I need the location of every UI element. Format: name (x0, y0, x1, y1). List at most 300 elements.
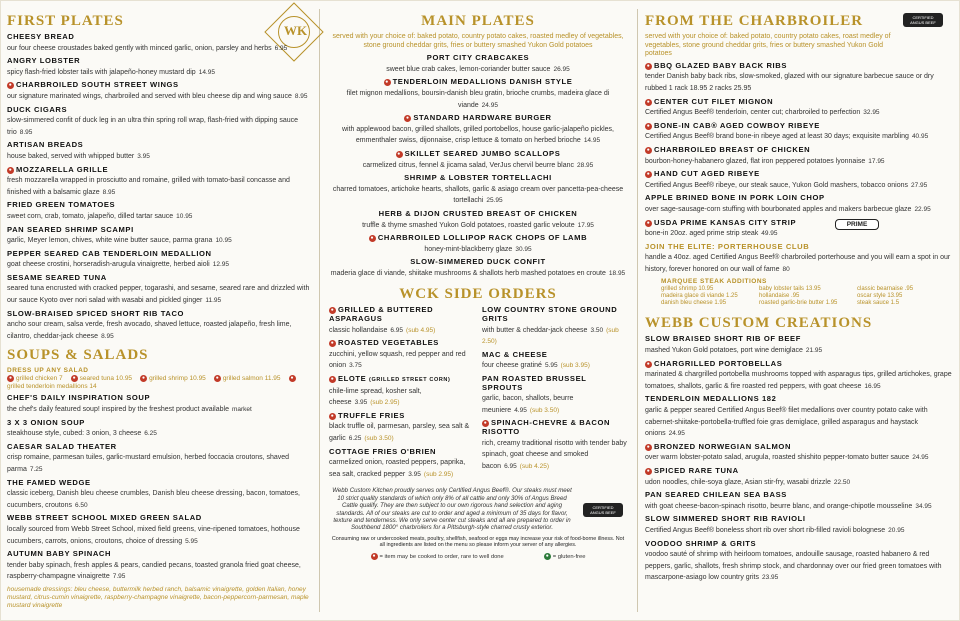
item-name (645, 146, 955, 155)
item-price: 8.95 (102, 188, 116, 196)
item-description: maderia glace di viande, shiitake mushrooms & shallots herb mashed potatoes en croute (330, 269, 606, 277)
item-price: 6.95 (390, 326, 404, 334)
item-sub-price: (sub 3.50) (364, 435, 394, 442)
item-name (645, 219, 955, 228)
item-name (7, 106, 313, 115)
item-description: Certified Angus Beef® brand bone-in ribeye aged at least 30 days; exquisite marbling (645, 133, 909, 141)
item-name-text: CHEF'S DAILY INSPIRATION SOUP (7, 393, 151, 403)
menu-item (645, 395, 955, 438)
main-plates-list (329, 54, 627, 278)
disclaimer: Consuming raw or undercooked meats, poultry, shellfish, seafood or eggs may increase your risk of food-borne illness. Not all ingredients are listed on the menu so please inform your server of any allergies. (331, 535, 625, 549)
cooked-to-order-icon: ● (72, 375, 76, 382)
dress-up-item (7, 375, 63, 382)
steak-addition: baby lobster tails 13.95 (759, 286, 821, 293)
cooked-to-order-icon: ● (646, 468, 651, 474)
item-description: slow-simmered confit of duck leg in an ultra thin spring roll wrap, flash-fried with dipping sauce trio (7, 117, 299, 136)
item-price: 3.95 (354, 399, 368, 407)
item-description: our signature marinated wings, charbroiled and served with bleu cheese dip and wing sauce (7, 92, 292, 100)
item-name (7, 274, 313, 283)
menu-item (7, 310, 313, 342)
charbroiler-list (645, 62, 955, 239)
middle-column (319, 1, 637, 620)
menu-item (645, 335, 955, 355)
cooked-to-order-icon: ● (646, 122, 651, 129)
cooked-to-order-icon: ● (8, 82, 13, 89)
item-name-text: CAESAR SALAD THEATER (7, 441, 117, 451)
dress-up-price: 14 (89, 383, 97, 391)
menu-item (645, 194, 955, 214)
section-title-charbroiler: FROM THE CHARBROILER (645, 13, 864, 29)
item-name-text: CHEESY BREAD (7, 32, 75, 41)
item-description: bone-in 20oz. aged prime strip steak (645, 230, 759, 238)
item-price: 6.95 (504, 462, 517, 470)
menu-item (645, 467, 955, 487)
menu-item (482, 306, 627, 346)
item-name (329, 448, 474, 457)
item-name (7, 166, 313, 175)
item-description: mashed Yukon Gold potatoes, port wine demiglace (645, 347, 803, 355)
item-description: over warm lobster-potato salad, arugula, roasted shishito pepper-tomato butter sauce (645, 454, 910, 462)
item-price: 11.95 (205, 297, 222, 305)
item-name-text: PEPPER SEARED CAB TENDERLOIN MEDALLION (7, 248, 212, 258)
item-price: 21.95 (805, 347, 823, 355)
webb-list (645, 335, 955, 582)
menu-item (329, 78, 627, 110)
item-description: zucchini, yellow squash, red pepper and red onion (329, 350, 466, 370)
item-price: 24.95 (481, 101, 498, 109)
item-name (482, 419, 627, 436)
cooked-to-order-icon: ● (483, 420, 488, 427)
dress-up-label: grilled salmon (222, 375, 263, 383)
right-column (637, 1, 960, 620)
menu-item (329, 54, 627, 74)
item-name (645, 170, 955, 179)
cooked-to-order-icon: ● (646, 146, 651, 153)
item-price: 10.95 (215, 237, 232, 245)
item-name-text: VOODOO SHRIMP & GRITS (645, 538, 757, 548)
dress-up-price: 10.95 (115, 375, 133, 383)
menu-item (7, 443, 313, 475)
cooked-to-order-icon: ● (385, 79, 389, 86)
item-description: udon noodles, chile-soya glaze, Asian stir-fry, wasabi drizzle (645, 478, 831, 486)
item-sub-price: (sub 4.95) (406, 326, 436, 334)
item-price: 49.95 (761, 230, 778, 238)
item-price: 14.95 (583, 137, 601, 145)
dress-up-label: grilled shrimp (149, 375, 188, 383)
item-name (7, 394, 313, 403)
item-name (482, 375, 627, 392)
item-name-text: TENDERLOIN MEDALLIONS DANISH STYLE (392, 77, 573, 87)
gluten-free-icon: ● (545, 552, 549, 559)
item-description: marinated & chargrilled portobella mushrooms topped with asparagus tips, grilled artichokes, grape tomatoes, shallots, garlic & fire roasted red peppers, with goat cheese (645, 371, 952, 390)
menu-item (645, 540, 955, 583)
item-name-text: HERB & DIJON CRUSTED BREAST OF CHICKEN (378, 208, 578, 218)
cooked-to-order-icon: ● (646, 98, 651, 105)
item-name-text: MAC & CHEESE (482, 349, 548, 359)
item-name-text: SLOW-BRAISED SPICED SHORT RIB TACO (7, 308, 185, 318)
angus-note-block (329, 487, 627, 531)
menu-item (645, 360, 955, 392)
item-name-text: 3 X 3 ONION SOUP (7, 417, 85, 427)
item-description: black truffle oil, parmesan, parsley, sea salt & garlic (329, 423, 470, 442)
item-name-text: CHARBROILED LOLLIPOP RACK CHOPS OF LAMB (377, 233, 588, 243)
item-description: tender baby spinach, fresh apples & pears, candied pecans, toasted granola fried goat cheese, raspberry-champagne vinaigrette (7, 561, 301, 581)
item-price: 7.95 (112, 573, 126, 581)
item-price: 8.95 (101, 332, 114, 340)
certified-angus-badge-top: CERTIFIED ANGUS BEEF (903, 13, 943, 27)
item-name (329, 375, 474, 385)
item-name-text: SHRIMP & LOBSTER TORTELLACHI (404, 173, 552, 183)
item-name-text: SLOW BRAISED SHORT RIB OF BEEF (645, 334, 801, 344)
menu-item (7, 479, 313, 511)
dress-up-item (140, 375, 206, 382)
menu-item (645, 491, 955, 511)
item-name (7, 81, 313, 90)
item-description: steakhouse style, cubed: 3 onion, 3 cheese (7, 430, 142, 438)
dress-up-title: DRESS UP ANY SALAD (7, 367, 89, 375)
item-sub-price: (sub 2.50) (482, 326, 619, 346)
menu-item (7, 419, 313, 439)
item-name (482, 351, 627, 360)
item-name (7, 514, 313, 523)
item-description: classic hollandaise (329, 326, 388, 334)
item-price: 6.25 (348, 435, 362, 442)
sides-grid (329, 306, 627, 483)
item-name-text: CHARBROILED BREAST OF CHICKEN (654, 144, 811, 154)
item-name (645, 515, 955, 524)
menu-item (482, 375, 627, 415)
item-description: charred tomatoes, artichoke hearts, shallots, garlic & asiago cream over pancetta-pea-cheese tortellachi (332, 185, 624, 205)
menu-item (329, 210, 627, 230)
item-price: 17.95 (577, 221, 594, 229)
item-sub-price: (sub 3.95) (560, 362, 590, 370)
dress-up-price: 10.95 (189, 375, 206, 383)
steak-addition: classic bearnaise .95 (857, 286, 914, 293)
item-description: bourbon-honey-habanero glazed, flat iron peppered potatoes lyonnaise (645, 157, 866, 165)
item-name (7, 419, 313, 428)
item-name-text: MOZZARELLA GRILLE (16, 164, 109, 174)
item-description: rich, creamy traditional risotto with tender baby spinach, goat cheese and smoked bacon (482, 439, 627, 470)
dress-up-item (71, 375, 132, 382)
item-note: (GRILLED STREET CORN) (369, 377, 451, 384)
elite-title: JOIN THE ELITE: PORTERHOUSE CLUB (645, 241, 810, 251)
menu-item (645, 170, 955, 190)
item-price: 3.50 (590, 326, 604, 334)
item-name-text: APPLE BRINED BONE IN PORK LOIN CHOP (645, 193, 825, 203)
menu-item (329, 339, 474, 371)
item-price: 16.95 (864, 382, 881, 390)
cooked-to-order-icon: ● (215, 375, 219, 382)
item-price: 17.95 (868, 157, 885, 165)
section-title-first-plates: FIRST PLATES (7, 13, 124, 29)
menu-item (329, 448, 474, 480)
item-price: 4.95 (514, 406, 527, 414)
item-name (7, 201, 313, 210)
item-name-text: STANDARD HARDWARE BURGER (413, 113, 552, 123)
item-price: 24.95 (668, 430, 685, 438)
cooked-to-order-icon: ● (646, 171, 651, 178)
dress-up-label: grilled tenderloin medallions (7, 383, 88, 391)
item-name (645, 194, 955, 203)
menu-item (645, 515, 955, 535)
item-price: 3.95 (408, 470, 421, 478)
item-name (329, 306, 474, 323)
menu-item (645, 443, 955, 463)
cooked-to-order-icon: ● (330, 376, 335, 383)
menu-item (329, 412, 474, 444)
item-price: 23.95 (762, 574, 779, 582)
legend-gf: ● = gluten-free (545, 552, 586, 560)
item-description: locally sourced from Webb Street School, mixed field greens, vine-ripened tomatoes, hothouse cucumbers, carrots, onions, croutons, choice of dressing (7, 525, 300, 545)
cooked-to-order-icon: ● (646, 62, 651, 69)
item-description: with goat cheese-bacon-spinach risotto, beurre blanc, and orange-chipotle mousseline (645, 502, 913, 510)
item-description: ancho sour cream, salsa verde, fresh avocado, shaved lettuce, roasted jalapeño, fresh lime, cilantro, cheddar-jack cheese (7, 321, 292, 340)
item-name-text: BRONZED NORWEGIAN SALMON (654, 441, 792, 451)
item-name (7, 250, 313, 259)
item-name-text: DUCK CIGARS (7, 104, 68, 114)
item-name (329, 114, 627, 123)
cooked-to-order-icon: ● (330, 307, 335, 314)
menu-item (645, 219, 955, 239)
menu-item (329, 375, 474, 408)
item-description: voodoo sauté of shrimp with heirloom tomatoes, andouille sausage, roasted habanero & red peppers, garlic, shallots, fresh shrimp stock, and chardonnay over our fried green tomatoes with mascarpone-asiago low country grits (645, 551, 942, 582)
item-name-text: WEBB STREET SCHOOL MIXED GREEN SALAD (7, 513, 202, 523)
item-name-text: SPICED RARE TUNA (654, 466, 739, 475)
menu-item (482, 351, 627, 371)
cooked-to-order-icon: ● (397, 150, 401, 157)
item-name-text: HAND CUT AGED RIBEYE (654, 169, 760, 179)
item-name-text: USDA PRIME KANSAS CITY STRIP (654, 217, 797, 227)
item-sub-price: (sub 2.95) (370, 399, 400, 407)
menu-item (329, 114, 627, 146)
steak-addition: madeira glace di viande 1.25 (661, 293, 738, 300)
item-name (329, 339, 474, 348)
item-price: 40.95 (911, 133, 929, 141)
item-name-text: ANGRY LOBSTER (7, 56, 81, 66)
item-name (645, 443, 955, 452)
item-description: spicy flash-fried lobster tails with jalapeño-honey mustard dip (7, 68, 196, 76)
cooked-to-order-icon: ● (330, 340, 335, 347)
menu-item (7, 201, 313, 221)
item-price: 6.25 (144, 430, 157, 438)
steak-addition: hollandaise .95 (759, 293, 800, 300)
item-name (645, 491, 955, 500)
item-name (645, 335, 955, 344)
menu-item (7, 550, 313, 582)
left-column (1, 1, 319, 620)
item-description: the chef's daily featured soup! inspired by the freshest product available (7, 406, 229, 414)
item-name-text: TRUFFLE FRIES (338, 410, 405, 420)
item-description: goat cheese crostini, horseradish-arugula vinaigrette, herbed aioli (7, 261, 210, 269)
usda-prime-badge: PRIME (835, 219, 879, 230)
elite-price: 80 (782, 265, 790, 273)
item-price: 6.50 (74, 501, 88, 509)
item-sub-price: (sub 2.95) (423, 470, 454, 478)
item-price: 3.95 (137, 152, 150, 160)
item-description: garlic, Meyer lemon, chives, white wine butter sauce, parma grana (7, 237, 213, 245)
item-description: filet mignon medallions, boursin-danish bleu gratin, brioche crumbs, madeira glace di viande (346, 89, 610, 109)
item-name (329, 174, 627, 183)
sides-left-list (329, 306, 474, 483)
cooked-to-order-icon: ● (646, 360, 651, 367)
item-name (645, 395, 955, 404)
item-description: crisp romaine, parmesan tuiles, garlic-mustard emulsion, herbed foccacia croutons, shaved parma (7, 454, 290, 473)
sides-right-list (482, 306, 627, 483)
item-description: seared tuna encrusted with cracked pepper, togarashi, and sesame, seared rare and drizzled with our sauce Kyoto over nori salad with wasabi and pickled ginger (7, 285, 310, 305)
item-name-text: SESAME SEARED TUNA (7, 272, 107, 282)
steak-addition: oscar style 13.95 (857, 293, 903, 300)
steak-addition: danish bleu cheese 1.95 (661, 300, 727, 307)
item-description: classic iceberg, Danish bleu cheese crumbles, Danish bleu cheese dressing, bacon, tomatoes, cucumbers, croutons (7, 490, 300, 509)
item-name (7, 550, 313, 559)
item-name-text: ROASTED VEGETABLES (338, 338, 439, 348)
item-price: 28.95 (576, 161, 594, 169)
item-description: over sage-sausage-corn stuffing with bourbonated apples and makers barbecue glaze (645, 205, 912, 213)
item-description: house baked, served with whipped butter (7, 152, 135, 160)
item-name-text: SPINACH-CHEVRE & BACON RISOTTO (482, 418, 611, 436)
item-name-text: SLOW-SIMMERED DUCK CONFIT (410, 257, 546, 267)
item-price: 8.95 (294, 92, 308, 100)
item-price: 32.95 (863, 109, 880, 117)
item-name (645, 467, 955, 476)
item-name (7, 479, 313, 488)
dress-up-price: 11.95 (264, 375, 281, 383)
additions-grid (645, 286, 955, 307)
item-price: 12.95 (212, 261, 230, 269)
menu-item (329, 258, 627, 278)
item-name-text: PAN SEARED SHRIMP SCAMPI (7, 224, 134, 234)
item-price: 22.50 (833, 478, 851, 486)
item-name-text: PORT CITY CRABCAKES (426, 53, 530, 63)
porterhouse-club (645, 243, 955, 275)
item-name (482, 306, 627, 323)
menu-item (7, 57, 313, 77)
item-name-text: CHARBROILED SOUTH STREET WINGS (16, 80, 179, 90)
item-name (329, 258, 627, 267)
item-name (645, 62, 955, 71)
item-name-text: SKILLET SEARED JUMBO SCALLOPS (404, 148, 561, 158)
section-title-main-plates: MAIN PLATES (421, 13, 535, 29)
angus-note: Webb Custom Kitchen proudly serves only Certified Angus Beef®. Our steaks must meet 10 strict quality standards of which only 8% of all cattle and only 30% of Angus Breed Cattle qualify. They are then subject to our own rigorous hand selection and aging standards. All of our steaks are cut to order and aged a minimum of 35 days for flavor, texture and tenderness. We only serve center cut steaks and all are prepared to order in Southbend 1800° charbroilers for a Pittsburgh-style charred crusty exterior. (332, 487, 572, 532)
dress-up-label: seared tuna (79, 375, 114, 383)
item-name (645, 122, 955, 131)
dress-up-item (214, 375, 281, 382)
item-price: 26.95 (553, 65, 570, 73)
item-name (329, 54, 627, 63)
cooked-to-order-icon: ● (406, 115, 410, 122)
additions-title: MARQUEE STEAK ADDITIONS (661, 278, 767, 286)
steak-addition: steak sauce 1.5 (857, 300, 900, 307)
item-name (7, 57, 313, 66)
menu-item (645, 98, 955, 118)
main-plates-subtitle: served with your choice of: baked potato, country potato cakes, roasted medley of vegetables, stone ground cheddar grits, fries or buttery smashed Yukon Gold potatoes (332, 33, 624, 49)
cooked-to-order-icon: ● (372, 552, 376, 559)
certified-angus-badge (583, 503, 623, 517)
dress-up-price: 7 (59, 375, 63, 383)
item-description: Certified Angus Beef® tenderloin, center cut; charbroiled to perfection (645, 109, 861, 117)
item-name (645, 540, 955, 549)
item-price: 8.95 (19, 128, 33, 136)
cooked-to-order-icon: ● (646, 219, 651, 226)
item-name-text: COTTAGE FRIES O'BRIEN (329, 446, 437, 456)
menu-item (329, 150, 627, 170)
item-description: carmelized onion, roasted peppers, paprika, sea salt, cracked pepper (329, 459, 466, 478)
item-description: with applewood bacon, grilled shallots, grilled portobellos, house garlic-jalapeño pickles, emmenthaler swiss, dijonnaise, crisp lettuce & tomato on herbed brioche (342, 125, 614, 145)
item-price: 5.95 (185, 537, 198, 545)
item-description: Certified Angus Beef® ribeye, our steak sauce, Yukon Gold mashers, tobacco onions (645, 181, 909, 189)
menu-item (645, 62, 955, 94)
item-name-text: PAN ROASTED BRUSSEL SPROUTS (482, 374, 587, 392)
menu-item (7, 141, 313, 161)
item-name-text: ELOTE (338, 374, 367, 384)
cooked-to-order-icon: ● (290, 375, 294, 382)
menu-item (7, 394, 313, 414)
item-price: 7.25 (29, 466, 43, 473)
menu-item (329, 174, 627, 206)
item-description: sweet blue crab cakes, lemon-coriander butter sauce (386, 65, 551, 73)
item-description: honey-mint-blackberry glaze (424, 245, 513, 253)
badge-line1: CERTIFIED (592, 505, 614, 511)
logo-monogram: WK (284, 23, 308, 38)
menu-item (7, 106, 313, 138)
badge-line2: ANGUS BEEF (590, 510, 616, 516)
soups-list (7, 394, 313, 582)
legend-cooked: ● = item may be cooked to order, rare to well done (372, 552, 504, 560)
item-description: tender Danish baby back ribs, slow-smoked, glazed with our signature barbecue sauce or dry rubbed 1 rack 18.95 2 racks 25.95 (645, 73, 934, 92)
item-description: our four cheese croustades baked gently with minced garlic, onion, parsley and herbs (7, 44, 272, 52)
item-name-text: CENTER CUT FILET MIGNON (654, 96, 774, 106)
item-price: 18.95 (608, 269, 626, 277)
item-description: chile-lime spread, kosher salt, cheese (329, 387, 422, 407)
item-name (7, 226, 313, 235)
item-name-text: TENDERLOIN MEDALLIONS 182 (645, 394, 777, 404)
item-price: 22.95 (914, 205, 931, 213)
item-price: 5.95 (544, 362, 558, 370)
section-title-soups: SOUPS & SALADS (7, 347, 149, 364)
item-price: 14.95 (198, 68, 215, 76)
item-price: 6.95 (274, 44, 288, 52)
item-name (7, 141, 313, 150)
item-name (645, 98, 955, 107)
item-name (329, 234, 627, 243)
cooked-to-order-icon: ● (646, 443, 651, 450)
steak-addition: roasted garlic-brie butter 1.95 (759, 300, 838, 307)
menu-item (329, 234, 627, 254)
steak-addition: grilled shrimp 10.95 (661, 286, 714, 293)
section-title-webb: WEBB CUSTOM CREATIONS (645, 315, 873, 332)
cooked-to-order-icon: ● (8, 166, 13, 173)
cooked-to-order-icon: ● (370, 235, 375, 242)
item-description: truffle & thyme smashed Yukon Gold potatoes, roasted garlic veloute (362, 221, 575, 229)
dress-up-label: grilled chicken (16, 375, 58, 383)
item-price: 25.95 (486, 197, 503, 205)
item-description: fresh mozzarella wrapped in prosciutto and romaine, grilled with tomato-basil concasse and finished with a balsamic glaze (7, 177, 290, 196)
menu-item (7, 33, 313, 53)
menu-item (7, 166, 313, 198)
first-plates-list (7, 33, 313, 341)
cooked-to-order-icon: ● (8, 375, 13, 382)
menu-item (7, 250, 313, 270)
section-title-sides: WCK SIDE ORDERS (399, 286, 557, 303)
item-name (329, 78, 627, 87)
item-name-text: BONE-IN CAB® AGED COWBOY RIBEYE (654, 120, 820, 130)
item-sub-price: (sub 4.25) (519, 462, 550, 470)
item-price: 24.95 (912, 454, 929, 462)
item-description: carmelized citrus, fennel & jicama salad, VerJus chervil beurre blanc (362, 161, 574, 169)
item-name-text: ARTISAN BREADS (7, 140, 84, 150)
item-name-text: GRILLED & BUTTERED ASPARAGUS (329, 305, 434, 324)
menu-item (645, 146, 955, 166)
